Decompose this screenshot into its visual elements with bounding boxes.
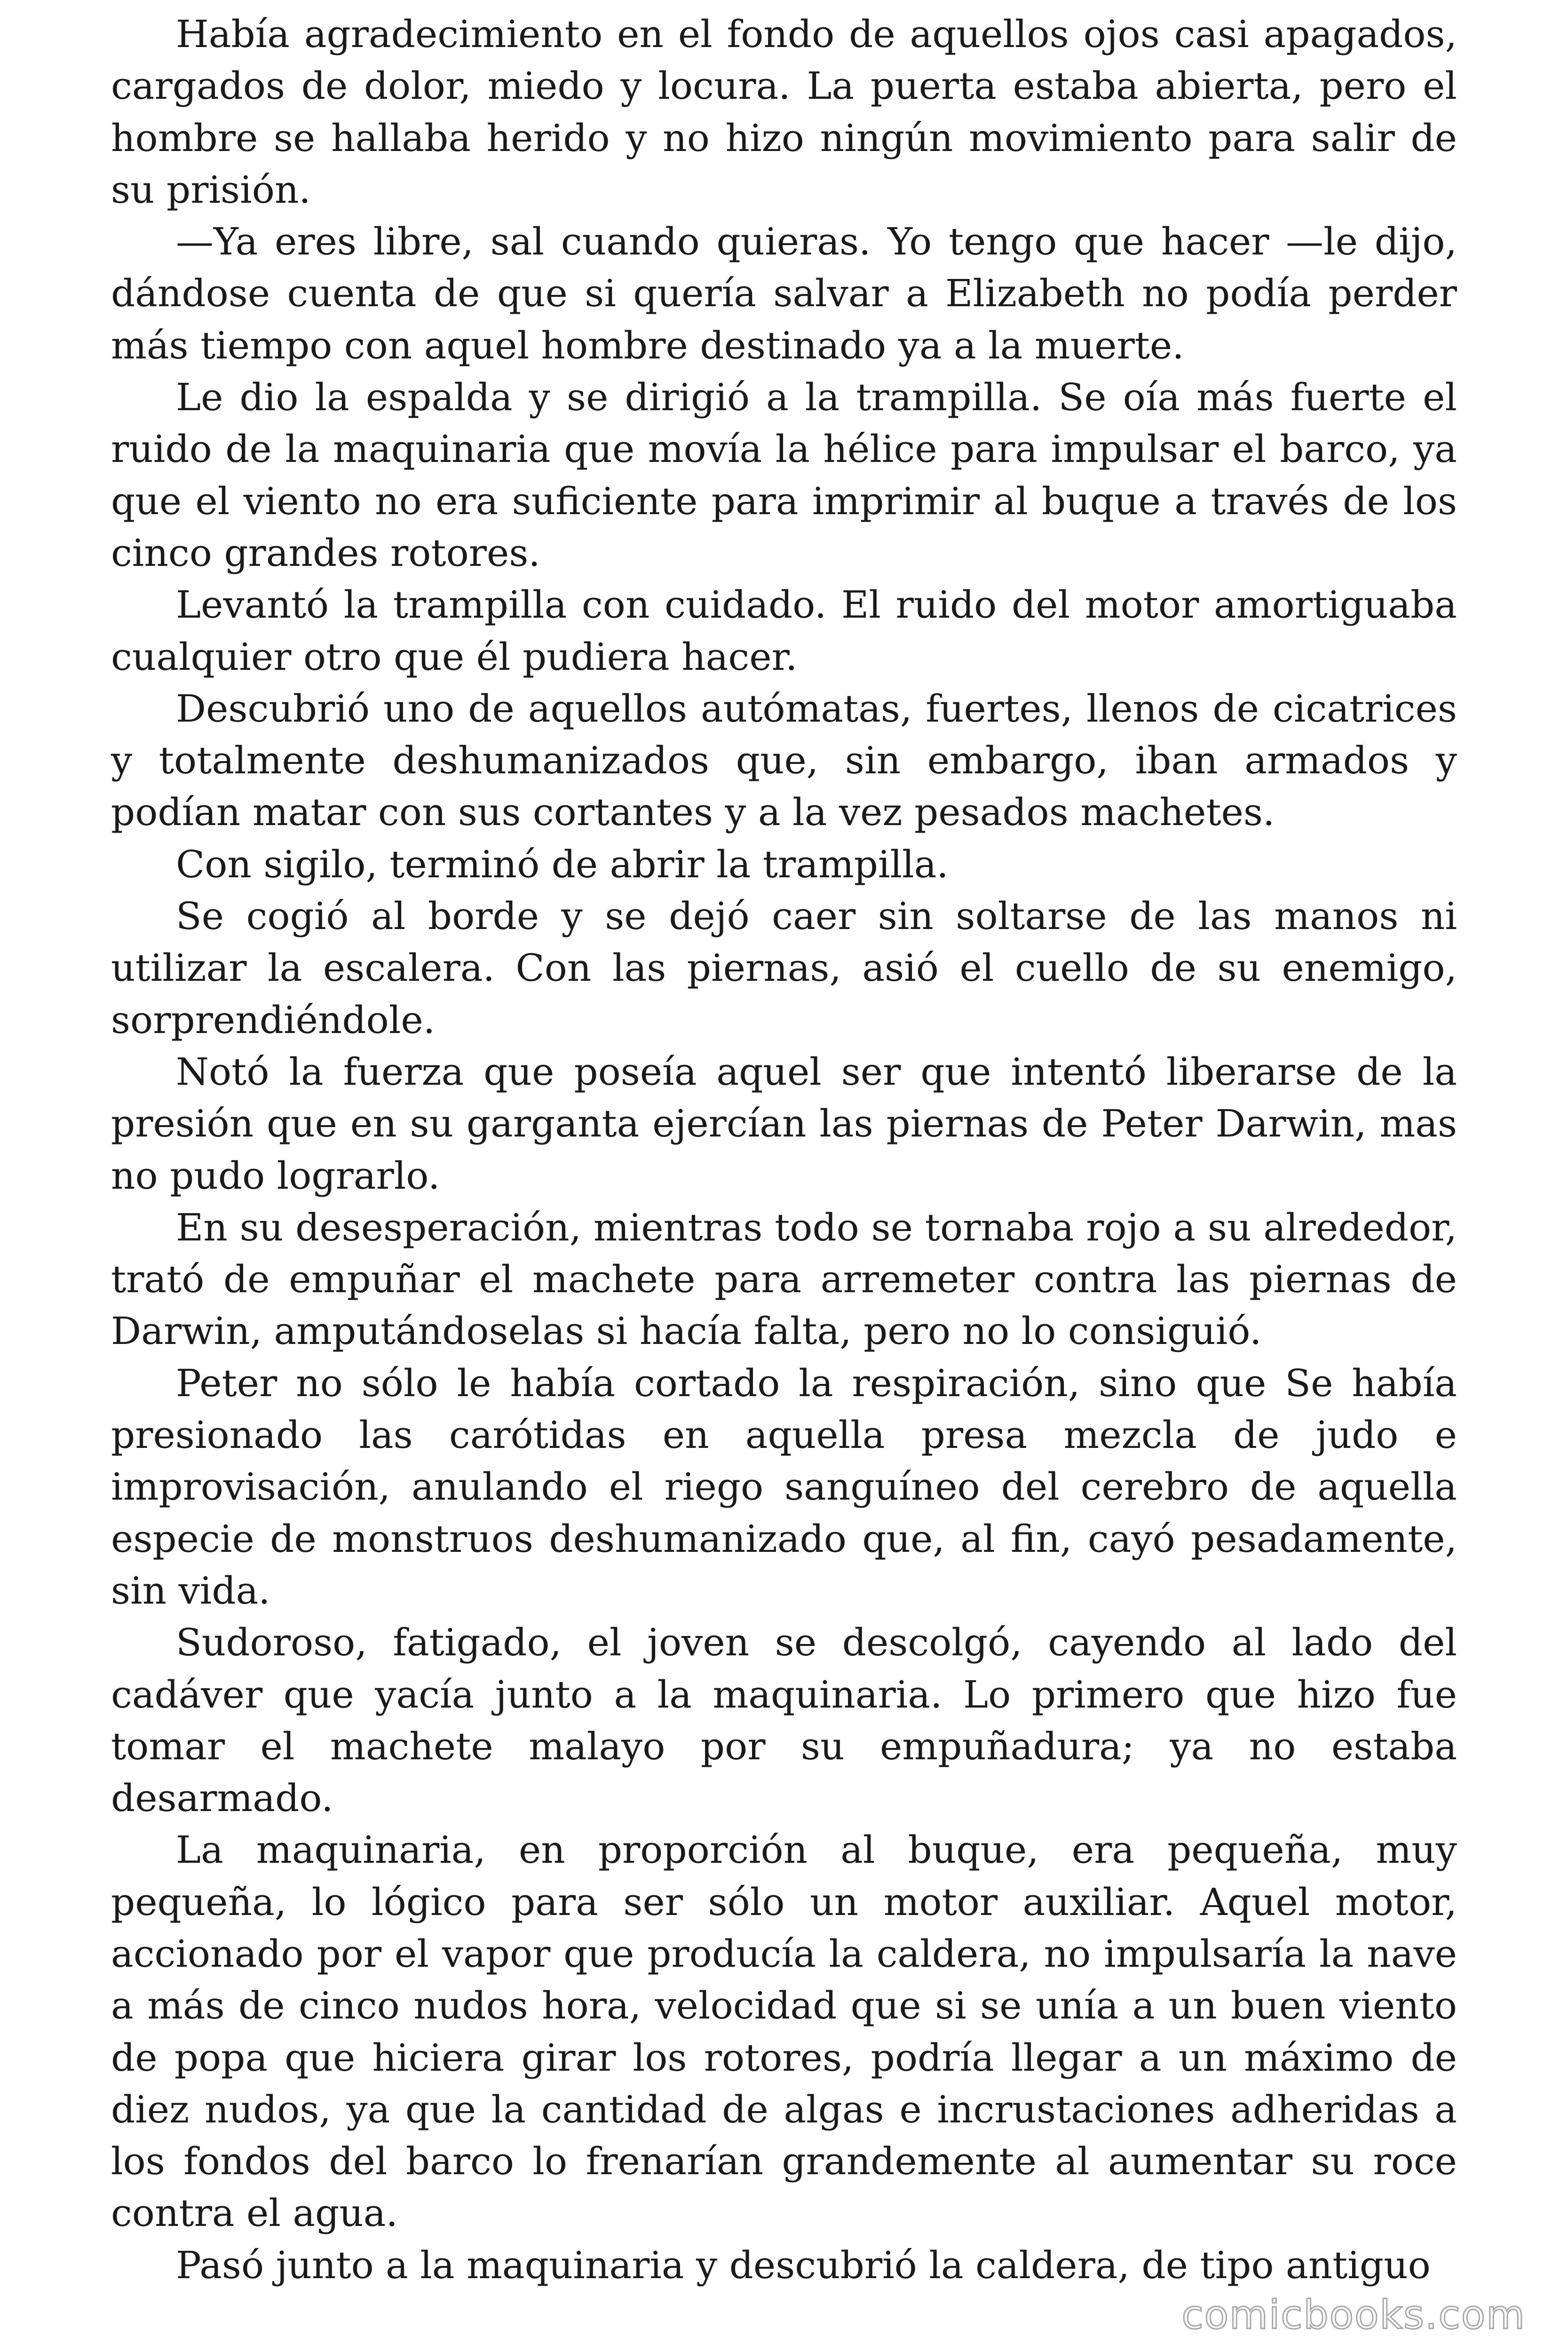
paragraph-13: Pasó junto a la maquinaria y descubrió la caldera, de tipo antiguo [176, 2243, 1431, 2287]
watermark: comicbooks.com [1181, 2292, 1526, 2338]
paragraph-6: Con sigilo, terminó de abrir la trampilla. [176, 842, 949, 886]
paragraph-3: Le dio la espalda y se dirigió a la trampilla. Se oía más fuerte el ruido de la maquinaria que movía la hélice para impulsar el barco, ya que el viento no era suficiente para imprimir al buque a través de los cinco grandes rotores. [111, 375, 1457, 575]
paragraph-1: Había agradecimiento en el fondo de aquellos ojos casi apagados, cargados de dolor, miedo y locura. La puerta estaba abierta, pero el hombre se hallaba herido y no hizo ningún movimiento para salir de su prisión. [111, 12, 1457, 212]
paragraph-9: En su desesperación, mientras todo se tornaba rojo a su alrededor, trató de empuñar el machete para arremeter contra las piernas de Darwin, amputándoselas si hacía falta, pero no lo consiguió. [111, 1205, 1457, 1353]
paragraph-2: —Ya eres libre, sal cuando quieras. Yo tengo que hacer —le dijo, dándose cuenta de que si quería salvar a Elizabeth no podía perder más tiempo con aquel hombre destinado ya a la muerte. [111, 220, 1457, 367]
paragraph-11: Sudoroso, fatigado, el joven se descolgó, cayendo al lado del cadáver que yacía junto a la maquinaria. Lo primero que hizo fue tomar el machete malayo por su empuñadura; ya no estaba desarmado. [111, 1621, 1457, 1820]
paragraph-5: Descubrió uno de aquellos autómatas, fuertes, llenos de cicatrices y totalmente deshumanizados que, sin embargo, iban armados y podían matar con sus cortantes y a la vez pesados machetes. [111, 686, 1457, 834]
paragraph-10: Peter no sólo le había cortado la respiración, sino que Se había presionado las carótidas en aquella presa mezcla de judo e improvisación, anulando el riego sanguíneo del cerebro de aquella especie de monstruos deshumanizado que, al fin, cayó pesadamente, sin vida. [111, 1361, 1457, 1613]
paragraph-4: Levantó la trampilla con cuidado. El ruido del motor amortiguaba cualquier otro que él pudiera hacer. [111, 583, 1457, 679]
paragraph-8: Notó la fuerza que poseía aquel ser que intentó liberarse de la presión que en su garganta ejercían las piernas de Peter Darwin, mas no pudo lograrlo. [111, 1049, 1457, 1198]
paragraph-7: Se cogió al borde y se dejó caer sin soltarse de las manos ni utilizar la escalera. Con las piernas, asió el cuello de su enemigo, sorprendiéndole. [111, 894, 1457, 1042]
body-text [111, 8, 1457, 2291]
paragraph-12: La maquinaria, en proporción al buque, era pequeña, muy pequeña, lo lógico para ser sólo un motor auxiliar. Aquel motor, accionado por el vapor que producía la caldera, no impulsaría la nave a más de cinco nudos hora, velocidad que si se unía a un buen viento de popa que hiciera girar los rotores, podría llegar a un máximo de diez nudos, ya que la cantidad de algas e incrustaciones adheridas a los fondos del barco lo frenarían grandemente al aumentar su roce contra el agua. [111, 1828, 1457, 2235]
